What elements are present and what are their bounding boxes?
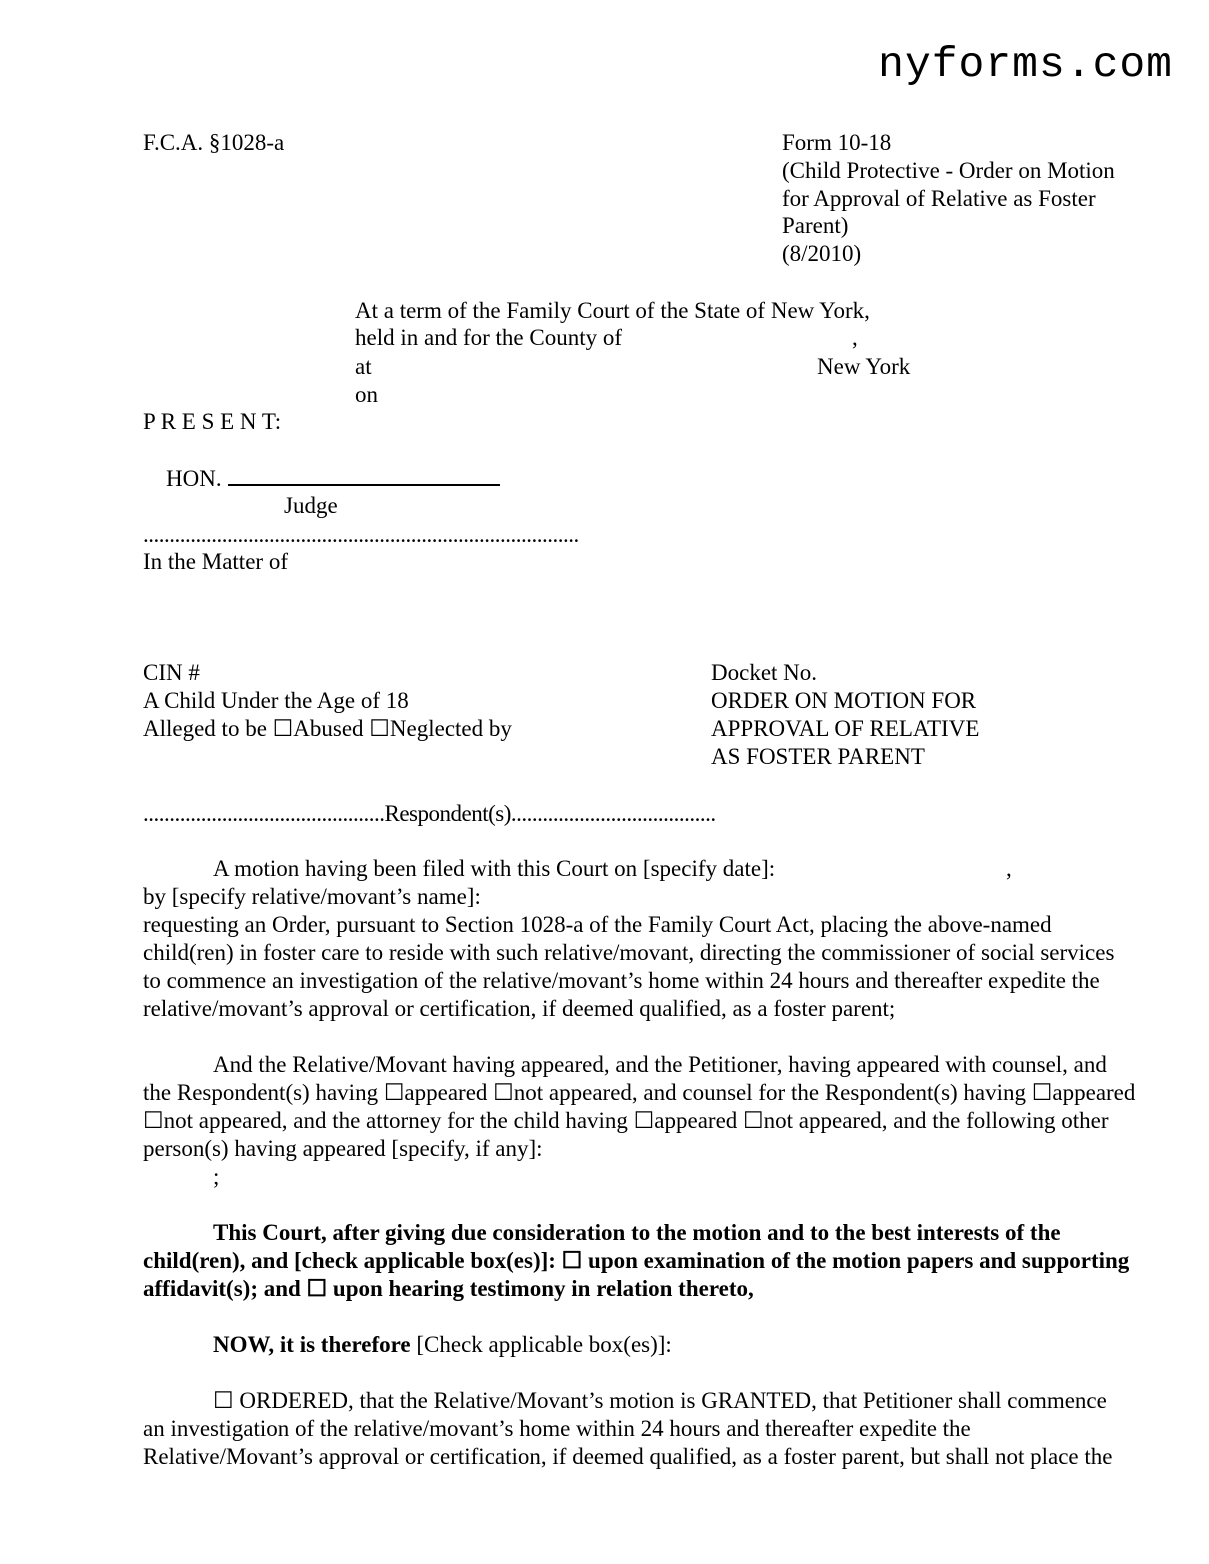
respondents-line: ..............................................Respondent(s)....................................... [143,801,716,826]
motion-para-comma: , [1006,856,1012,881]
child-age-line: A Child Under the Age of 18 [143,688,409,713]
consideration-para-line-3: affidavit(s); and ☐ upon hearing testimony in relation thereto, [143,1276,754,1301]
therefore-bold: NOW, it is therefore [213,1332,411,1357]
appearance-para-line-1: And the Relative/Movant having appeared, and the Petitioner, having appeared with counsel, and [213,1052,1107,1077]
order-title-line-3: AS FOSTER PARENT [711,744,925,769]
therefore-line [213,1331,672,1359]
caption-divider-dots: ................................................................................... [143,522,579,547]
form-title-line-3: Parent) [782,213,849,238]
motion-para-line-4: child(ren) in foster care to reside with such relative/movant, directing the commissioner of social services [143,940,1115,965]
docket-label: Docket No. [711,660,818,685]
order-title-line-1: ORDER ON MOTION FOR [711,688,977,713]
statute-reference: F.C.A. §1028-a [143,130,285,155]
motion-para-line-1: A motion having been filed with this Court on [specify date]: [213,856,776,881]
motion-para-line-6: relative/movant’s approval or certification, if deemed qualified, as a foster parent; [143,996,896,1021]
motion-para-line-3: requesting an Order, pursuant to Section 1028-a of the Family Court Act, placing the above-named [143,912,1052,937]
alleged-line: Alleged to be ☐Abused ☐Neglected by [143,716,512,741]
judge-label: Judge [284,493,338,518]
form-number: Form 10-18 [782,130,892,155]
ordered-para-line-3: Relative/Movant’s approval or certification, if deemed qualified, as a foster parent, but shall not place the [143,1444,1113,1469]
appearance-para-semicolon: ; [213,1164,220,1189]
cin-label: CIN # [143,660,200,685]
consideration-para-line-2: child(ren), and [check applicable box(es)]: ☐ upon examination of the motion papers and supporting [143,1248,1130,1273]
form-title-line-2: for Approval of Relative as Foster [782,186,1096,211]
form-date: (8/2010) [782,241,862,266]
form-title-line-1: (Child Protective - Order on Motion [782,158,1115,183]
hon-label: HON. [166,466,222,491]
appearance-para-line-3: ☐not appeared, and the attorney for the child having ☐appeared ☐not appeared, and the following other [143,1108,1109,1133]
motion-para-line-2: by [specify relative/movant’s name]: [143,884,481,909]
present-label: P R E S E N T: [143,409,282,434]
ordered-para-line-2: an investigation of the relative/movant’s home within 24 hours and thereafter expedite the [143,1416,971,1441]
county-line: held in and for the County of [355,325,623,350]
hon-line [166,464,500,493]
ordered-para-line-1: ☐ ORDERED, that the Relative/Movant’s motion is GRANTED, that Petitioner shall commence [213,1388,1107,1413]
court-term-line: At a term of the Family Court of the State of New York, [355,298,870,323]
appearance-para-line-4: person(s) having appeared [specify, if any]: [143,1136,543,1161]
therefore-rest: [Check applicable box(es)]: [410,1332,672,1357]
judge-name-field[interactable] [228,464,500,486]
state-label: New York [817,354,911,379]
at-label: at [355,354,372,379]
motion-para-line-5: to commence an investigation of the relative/movant’s home within 24 hours and thereafter expedite the [143,968,1100,993]
consideration-para-line-1: This Court, after giving due consideration to the motion and to the best interests of the [213,1220,1061,1245]
watermark: nyforms.com [878,40,1173,89]
order-title-line-2: APPROVAL OF RELATIVE [711,716,980,741]
in-the-matter-of: In the Matter of [143,549,288,574]
county-comma: , [852,325,858,350]
appearance-para-line-2: the Respondent(s) having ☐appeared ☐not appeared, and counsel for the Respondent(s) having ☐appeared [143,1080,1136,1105]
on-label: on [355,382,378,407]
